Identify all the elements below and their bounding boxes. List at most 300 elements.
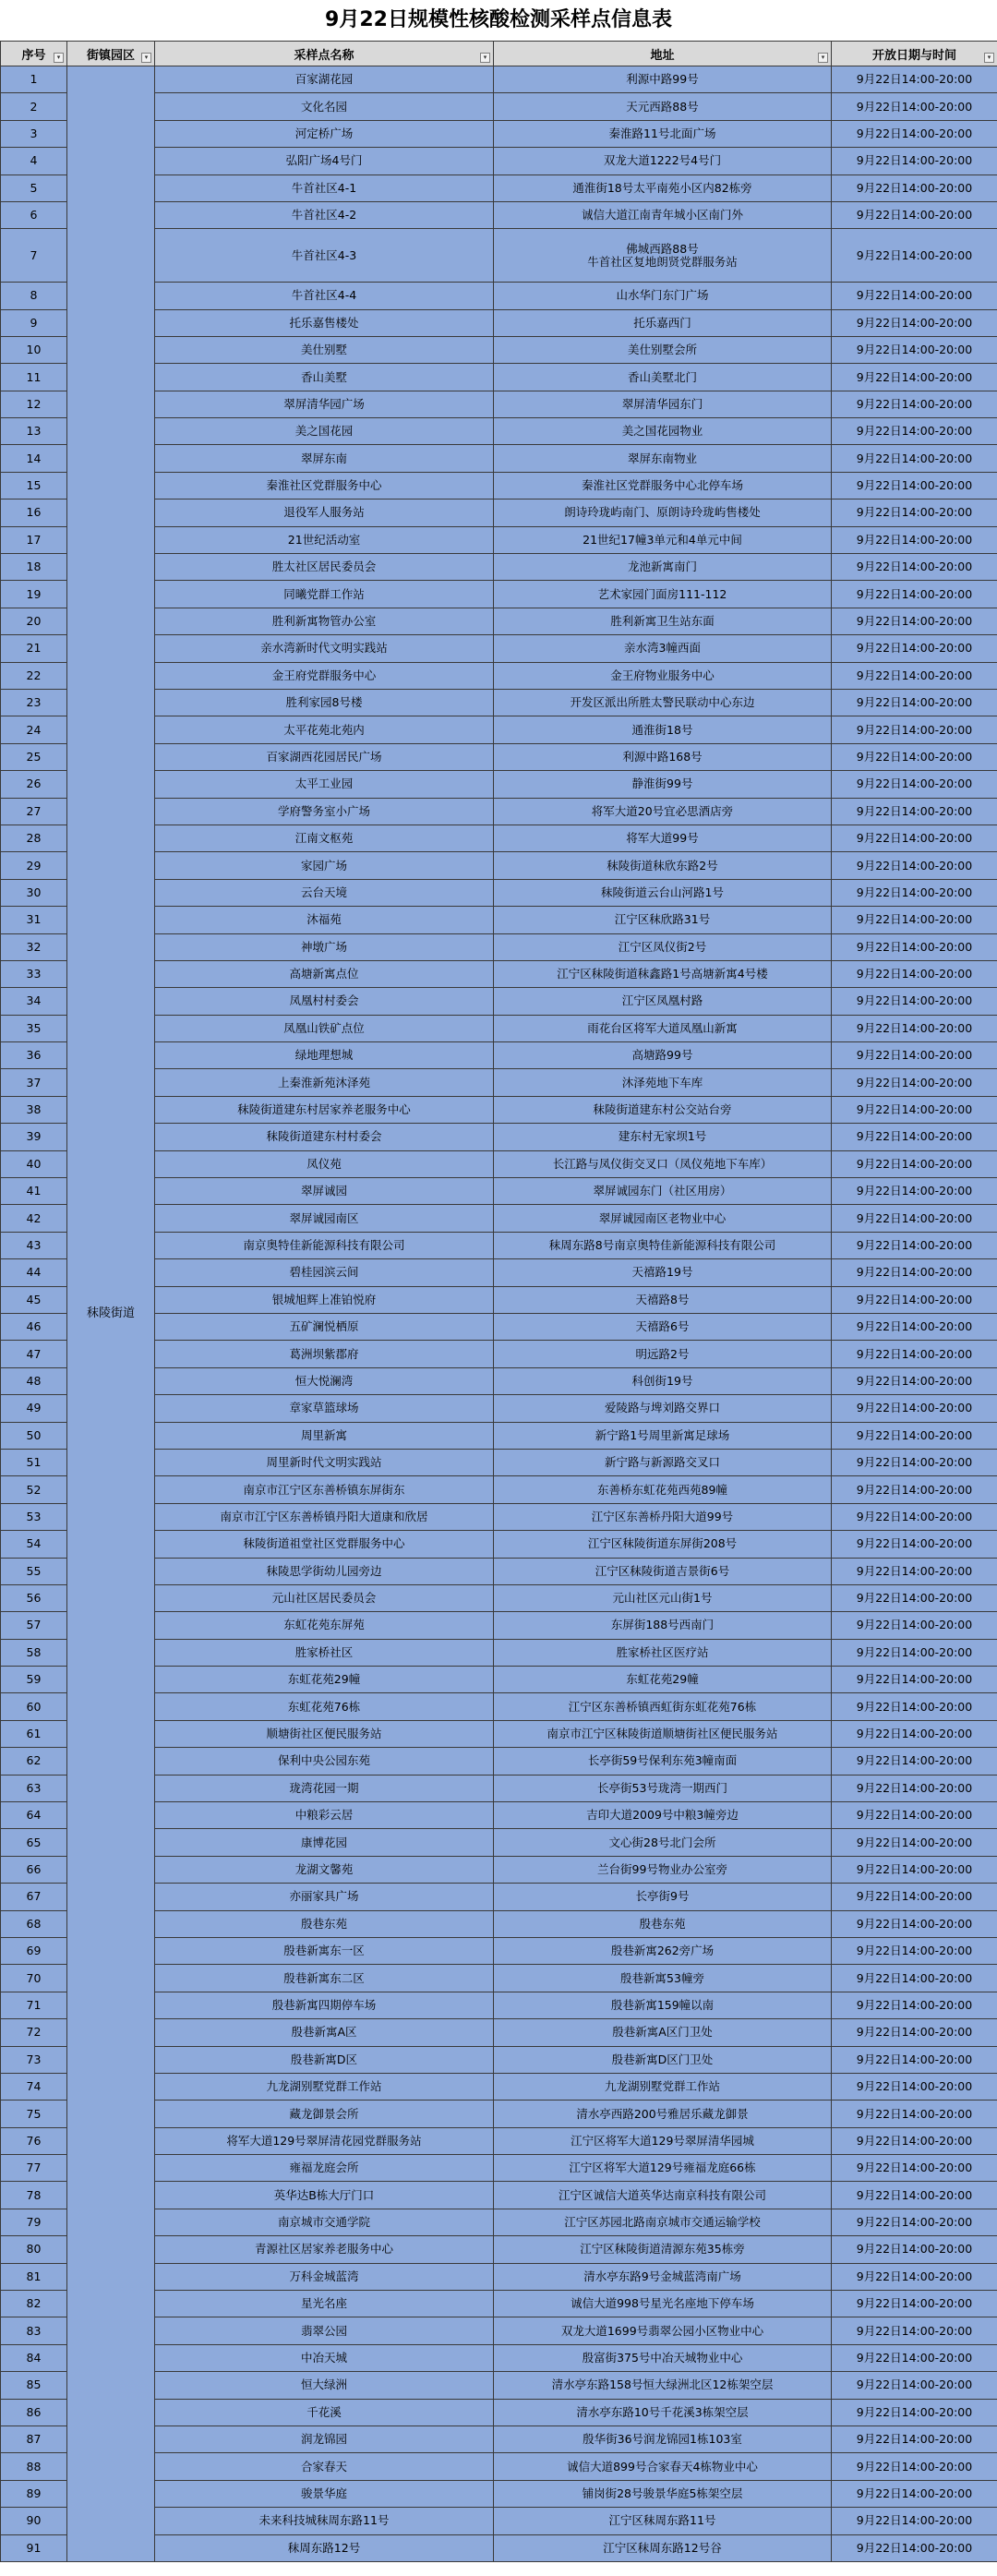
open-time-cell: 9月22日14:00-20:00: [832, 1232, 997, 1258]
address-line: 长亭街59号保利东苑3幢南面: [587, 1753, 738, 1768]
address-line: 诚信大道998号星光名座地下停车场: [571, 2296, 754, 2311]
address-line: 殷巷新寓D区门卫处: [611, 2052, 714, 2066]
address-line: 南京市江宁区秣陵街道顺塘街社区便民服务站: [547, 1727, 778, 1741]
address-cell: [494, 2127, 832, 2154]
site-name-cell: 中粮彩云居: [155, 1802, 494, 1829]
site-name-cell: 将军大道129号翠屏清花园党群服务站: [155, 2127, 494, 2154]
row-number-cell: 80: [1, 2236, 67, 2263]
address-line: 高塘路99号: [631, 1048, 693, 1063]
address-cell: [494, 148, 832, 175]
address-cell: [494, 1150, 832, 1177]
address-line: 秣陵街道秣欣东路2号: [607, 858, 718, 873]
site-name-cell: 东虹花苑76栋: [155, 1693, 494, 1720]
row-number-cell: 54: [1, 1531, 67, 1558]
site-name-cell: 英华达B栋大厅门口: [155, 2182, 494, 2209]
address-cell: [494, 662, 832, 689]
row-number-cell: 52: [1, 1476, 67, 1503]
address-cell: [494, 608, 832, 634]
address-line: 长亭街9号: [635, 1889, 690, 1904]
site-name-cell: 万科金城蓝湾: [155, 2263, 494, 2290]
site-name-cell: 亲水湾新时代文明实践站: [155, 635, 494, 662]
open-time-cell: 9月22日14:00-20:00: [832, 1667, 997, 1693]
row-number-cell: 60: [1, 1693, 67, 1720]
address-line: 胜利新寓卫生站东面: [610, 614, 715, 629]
open-time-cell: 9月22日14:00-20:00: [832, 1367, 997, 1394]
address-cell: [494, 1395, 832, 1422]
address-cell: [494, 336, 832, 363]
row-number-cell: 70: [1, 1965, 67, 1992]
address-line: 秣周东路8号南京奥特佳新能源科技有限公司: [548, 1238, 776, 1252]
address-line: 开发区派出所胜太警民联动中心东边: [570, 695, 755, 710]
open-time-cell: 9月22日14:00-20:00: [832, 2046, 997, 2073]
address-line: 科创街19号: [631, 1373, 693, 1388]
open-time-cell: 9月22日14:00-20:00: [832, 933, 997, 960]
address-line: 托乐嘉西门: [633, 315, 691, 330]
address-cell: [494, 1937, 832, 1964]
row-number-cell: 55: [1, 1558, 67, 1584]
row-number-cell: 65: [1, 1829, 67, 1856]
site-name-cell: 殷巷新寓A区: [155, 2019, 494, 2046]
address-cell: [494, 2453, 832, 2480]
site-name-cell: 翠屏清华园广场: [155, 391, 494, 417]
site-name-cell: 牛首社区4-4: [155, 283, 494, 309]
address-line: 东善桥东虹花苑西苑89幢: [597, 1482, 727, 1497]
row-number-cell: 48: [1, 1367, 67, 1394]
row-number-cell: 81: [1, 2263, 67, 2290]
address-cell: [494, 1775, 832, 1801]
address-line: 利源中路168号: [622, 749, 703, 764]
address-cell: [494, 229, 832, 283]
address-line: 长江路与凤仪街交叉口（凤仪苑地下车库）: [552, 1156, 773, 1171]
address-cell: [494, 526, 832, 553]
address-line: 明远路2号: [635, 1346, 690, 1361]
address-line: 江宁区秣陵街道清源东苑35栋旁: [580, 2242, 745, 2257]
open-time-cell: 9月22日14:00-20:00: [832, 1775, 997, 1801]
address-line: 建东村无家坝1号: [618, 1129, 707, 1144]
address-line: 秣陵街道建东村公交站台旁: [593, 1102, 732, 1117]
address-cell: [494, 1259, 832, 1286]
site-name-cell: 殷巷新寓D区: [155, 2046, 494, 2073]
site-name-cell: 南京市江宁区东善桥镇丹阳大道康和欣居: [155, 1503, 494, 1530]
open-time-cell: 9月22日14:00-20:00: [832, 229, 997, 283]
site-name-cell: 百家湖花园: [155, 66, 494, 93]
open-time-cell: 9月22日14:00-20:00: [832, 2101, 997, 2127]
open-time-cell: 9月22日14:00-20:00: [832, 2236, 997, 2263]
open-time-cell: 9月22日14:00-20:00: [832, 1693, 997, 1720]
filter-dropdown-icon[interactable]: ▾: [984, 53, 994, 63]
site-name-cell: 太平工业园: [155, 771, 494, 798]
address-cell: [494, 852, 832, 879]
open-time-cell: 9月22日14:00-20:00: [832, 2534, 997, 2561]
site-name-cell: 亦丽家具广场: [155, 1884, 494, 1910]
open-time-cell: 9月22日14:00-20:00: [832, 662, 997, 689]
row-number-cell: 56: [1, 1584, 67, 1611]
site-name-cell: 河定桥广场: [155, 120, 494, 147]
table-row: [1, 66, 997, 93]
address-line: 朗诗玲珑屿南门、原朗诗玲珑屿售楼处: [564, 505, 761, 520]
address-cell: [494, 743, 832, 770]
open-time-cell: 9月22日14:00-20:00: [832, 960, 997, 987]
address-line: 长亭街53号珑湾一期西门: [597, 1780, 727, 1795]
site-name-cell: 青源社区居家养老服务中心: [155, 2236, 494, 2263]
row-number-cell: 23: [1, 690, 67, 716]
row-number-cell: 1: [1, 66, 67, 93]
address-cell: [494, 960, 832, 987]
site-name-cell: 上秦淮新苑沐泽苑: [155, 1069, 494, 1096]
address-cell: [494, 66, 832, 93]
address-cell: [494, 2073, 832, 2100]
site-name-cell: 珑湾花园一期: [155, 1775, 494, 1801]
open-time-cell: 9月22日14:00-20:00: [832, 1313, 997, 1340]
site-name-cell: 牛首社区4-2: [155, 201, 494, 228]
address-line: 艺术家园门面房111-112: [597, 586, 727, 601]
open-time-cell: 9月22日14:00-20:00: [832, 879, 997, 906]
filter-dropdown-icon[interactable]: ▾: [480, 53, 490, 63]
row-number-cell: 67: [1, 1884, 67, 1910]
row-number-cell: 69: [1, 1937, 67, 1964]
site-name-cell: 胜太社区居民委员会: [155, 554, 494, 581]
open-time-cell: 9月22日14:00-20:00: [832, 445, 997, 472]
open-time-cell: 9月22日14:00-20:00: [832, 1584, 997, 1611]
address-line: 江宁区东善桥镇西虹街东虹花苑76栋: [568, 1699, 757, 1714]
row-number-cell: 6: [1, 201, 67, 228]
site-name-cell: 家园广场: [155, 852, 494, 879]
address-cell: [494, 716, 832, 743]
address-line: 天禧路8号: [635, 1292, 690, 1306]
address-line: 通淮街18号: [631, 722, 693, 737]
address-cell: [494, 1720, 832, 1747]
row-number-cell: 4: [1, 148, 67, 175]
site-name-cell: 学府警务室小广场: [155, 798, 494, 825]
site-name-cell: 未来科技城秣周东路11号: [155, 2508, 494, 2534]
site-name-cell: 合家春天: [155, 2453, 494, 2480]
address-cell: [494, 825, 832, 851]
address-cell: [494, 1422, 832, 1449]
address-line: 利源中路99号: [626, 72, 699, 87]
row-number-cell: 32: [1, 933, 67, 960]
address-cell: [494, 1531, 832, 1558]
address-cell: [494, 2508, 832, 2534]
open-time-cell: 9月22日14:00-20:00: [832, 148, 997, 175]
open-time-cell: 9月22日14:00-20:00: [832, 2019, 997, 2046]
address-line: 双龙大道1222号4号门: [603, 153, 722, 168]
address-cell: [494, 2372, 832, 2399]
address-cell: [494, 1124, 832, 1150]
address-line: 江宁区秣陵街道东屏街208号: [587, 1536, 738, 1551]
open-time-cell: 9月22日14:00-20:00: [832, 1910, 997, 1937]
address-line: 殷华街36号润龙锦园1栋103室: [583, 2432, 742, 2447]
address-cell: [494, 472, 832, 499]
row-number-cell: 89: [1, 2480, 67, 2507]
open-time-cell: 9月22日14:00-20:00: [832, 2508, 997, 2534]
address-cell: [494, 933, 832, 960]
row-number-cell: 40: [1, 1150, 67, 1177]
address-cell: [494, 418, 832, 445]
address-line: 天禧路6号: [635, 1319, 690, 1334]
row-number-cell: 86: [1, 2399, 67, 2426]
site-name-cell: 百家湖西花园居民广场: [155, 743, 494, 770]
address-cell: [494, 798, 832, 825]
row-number-cell: 22: [1, 662, 67, 689]
open-time-cell: 9月22日14:00-20:00: [832, 2155, 997, 2182]
address-cell: [494, 1802, 832, 1829]
open-time-cell: 9月22日14:00-20:00: [832, 364, 997, 391]
address-line: 元山社区元山街1号: [612, 1591, 713, 1606]
site-name-cell: 骏景华庭: [155, 2480, 494, 2507]
site-name-cell: 保利中央公园东苑: [155, 1748, 494, 1775]
open-time-cell: 9月22日14:00-20:00: [832, 1286, 997, 1313]
row-number-cell: 24: [1, 716, 67, 743]
address-line: 香山美墅北门: [627, 369, 697, 384]
row-number-cell: 87: [1, 2426, 67, 2453]
address-cell: [494, 309, 832, 336]
address-cell: [494, 1667, 832, 1693]
row-number-cell: 75: [1, 2101, 67, 2127]
open-time-cell: 9月22日14:00-20:00: [832, 1341, 997, 1367]
site-name-cell: 殷巷新寓东二区: [155, 1965, 494, 1992]
address-cell: [494, 2019, 832, 2046]
sampling-site-table: [0, 41, 997, 2562]
open-time-cell: 9月22日14:00-20:00: [832, 283, 997, 309]
address-line: 江宁区秣陵街道秣鑫路1号高塘新寓4号楼: [557, 967, 768, 981]
open-time-cell: 9月22日14:00-20:00: [832, 1856, 997, 1883]
site-name-cell: 凤凰村村委会: [155, 988, 494, 1015]
site-name-cell: 雍福龙庭会所: [155, 2155, 494, 2182]
address-cell: [494, 1558, 832, 1584]
address-cell: [494, 581, 832, 608]
row-number-cell: 11: [1, 364, 67, 391]
open-time-cell: 9月22日14:00-20:00: [832, 66, 997, 93]
open-time-cell: 9月22日14:00-20:00: [832, 988, 997, 1015]
address-line: 殷富街375号中冶天城物业中心: [582, 2351, 743, 2365]
site-name-cell: 牛首社区4-1: [155, 175, 494, 201]
address-line: 雨花台区将军大道凤凰山新寓: [587, 1020, 738, 1035]
site-name-cell: 顺塘街社区便民服务站: [155, 1720, 494, 1747]
open-time-cell: 9月22日14:00-20:00: [832, 2127, 997, 2154]
site-name-cell: 香山美墅: [155, 364, 494, 391]
row-number-cell: 8: [1, 283, 67, 309]
address-cell: [494, 1205, 832, 1232]
row-number-cell: 91: [1, 2534, 67, 2561]
row-number-cell: 20: [1, 608, 67, 634]
address-cell: [494, 1232, 832, 1258]
row-number-cell: 57: [1, 1612, 67, 1639]
address-line: 胜家桥社区医疗站: [616, 1644, 709, 1659]
address-cell: [494, 2101, 832, 2127]
address-line: 爱陵路与埤刘路交界口: [604, 1401, 720, 1415]
row-number-cell: 53: [1, 1503, 67, 1530]
site-name-cell: 藏龙御景会所: [155, 2101, 494, 2127]
open-time-cell: 9月22日14:00-20:00: [832, 93, 997, 120]
open-time-cell: 9月22日14:00-20:00: [832, 1096, 997, 1123]
row-number-cell: 77: [1, 2155, 67, 2182]
address-line: 殷巷新寓159幢以南: [610, 1997, 715, 2012]
row-number-cell: 42: [1, 1205, 67, 1232]
row-number-cell: 66: [1, 1856, 67, 1883]
address-cell: [494, 2182, 832, 2209]
open-time-cell: 9月22日14:00-20:00: [832, 852, 997, 879]
site-name-cell: 太平花苑北苑内: [155, 716, 494, 743]
row-number-cell: 27: [1, 798, 67, 825]
site-name-cell: 翠屏诚园: [155, 1178, 494, 1205]
site-name-cell: 中冶天城: [155, 2344, 494, 2371]
open-time-cell: 9月22日14:00-20:00: [832, 1395, 997, 1422]
site-name-cell: 胜利新寓物管办公室: [155, 608, 494, 634]
row-number-cell: 16: [1, 500, 67, 526]
address-line: 江宁区凤凰村路: [621, 993, 703, 1008]
address-line: 江宁区东善桥丹阳大道99号: [591, 1509, 734, 1523]
site-name-cell: 南京市江宁区东善桥镇东屏街东: [155, 1476, 494, 1503]
site-name-cell: 碧桂园滨云间: [155, 1259, 494, 1286]
address-line: 清水亭西路200号雅居乐藏龙御景: [576, 2106, 749, 2121]
open-time-cell: 9月22日14:00-20:00: [832, 1422, 997, 1449]
row-number-cell: 71: [1, 1992, 67, 2018]
site-name-cell: 云台天境: [155, 879, 494, 906]
open-time-cell: 9月22日14:00-20:00: [832, 1259, 997, 1286]
open-time-cell: 9月22日14:00-20:00: [832, 175, 997, 201]
address-cell: [494, 635, 832, 662]
address-cell: [494, 2426, 832, 2453]
open-time-cell: 9月22日14:00-20:00: [832, 500, 997, 526]
address-cell: [494, 1069, 832, 1096]
site-name-cell: 托乐嘉售楼处: [155, 309, 494, 336]
row-number-cell: 90: [1, 2508, 67, 2534]
row-number-cell: 79: [1, 2209, 67, 2235]
address-cell: [494, 1992, 832, 2018]
open-time-cell: 9月22日14:00-20:00: [832, 1069, 997, 1096]
address-line: 九龙湖别墅党群工作站: [604, 2079, 720, 2094]
open-time-cell: 9月22日14:00-20:00: [832, 2426, 997, 2453]
address-line: 文心街28号北门会所: [608, 1835, 716, 1849]
address-line: 东屏街188号西南门: [610, 1618, 715, 1632]
site-name-cell: 翠屏诚园南区: [155, 1205, 494, 1232]
row-number-cell: 63: [1, 1775, 67, 1801]
address-cell: [494, 1856, 832, 1883]
site-name-cell: 五矿澜悦栖原: [155, 1313, 494, 1340]
open-time-cell: 9月22日14:00-20:00: [832, 201, 997, 228]
address-line: 21世纪17幢3单元和4单元中间: [583, 532, 742, 547]
address-line: 美之国花园物业: [621, 424, 703, 439]
row-number-cell: 84: [1, 2344, 67, 2371]
address-line: 天禧路19号: [631, 1265, 693, 1280]
row-number-cell: 74: [1, 2073, 67, 2100]
row-number-cell: 62: [1, 1748, 67, 1775]
address-cell: [494, 1341, 832, 1367]
open-time-cell: 9月22日14:00-20:00: [832, 716, 997, 743]
address-cell: [494, 201, 832, 228]
site-name-cell: 秣周东路12号: [155, 2534, 494, 2561]
row-number-cell: 50: [1, 1422, 67, 1449]
site-name-cell: 恒大悦澜湾: [155, 1367, 494, 1394]
open-time-cell: 9月22日14:00-20:00: [832, 1205, 997, 1232]
address-line: 江宁区凤仪街2号: [618, 939, 707, 954]
open-time-cell: 9月22日14:00-20:00: [832, 771, 997, 798]
open-time-cell: 9月22日14:00-20:00: [832, 391, 997, 417]
site-name-cell: 同曦党群工作站: [155, 581, 494, 608]
address-cell: [494, 2344, 832, 2371]
address-line: 沐泽苑地下车库: [621, 1075, 703, 1089]
address-cell: [494, 907, 832, 933]
row-number-cell: 88: [1, 2453, 67, 2480]
site-name-cell: 周里新寓: [155, 1422, 494, 1449]
row-number-cell: 59: [1, 1667, 67, 1693]
header-district: 街镇园区 ▾: [67, 42, 155, 66]
address-line: 江宁区秣周东路11号: [608, 2513, 716, 2528]
address-cell: [494, 988, 832, 1015]
site-name-cell: 殷巷东苑: [155, 1910, 494, 1937]
address-line: 诚信大道899号合家春天4栋物业中心: [567, 2459, 758, 2474]
row-number-cell: 21: [1, 635, 67, 662]
open-time-cell: 9月22日14:00-20:00: [832, 2372, 997, 2399]
address-line: 江宁区苏园北路南京城市交通运输学校: [564, 2215, 761, 2230]
address-line: 新宁路与新源路交叉口: [604, 1455, 720, 1470]
site-name-cell: 美仕别墅: [155, 336, 494, 363]
filter-dropdown-icon[interactable]: ▾: [54, 53, 64, 63]
address-cell: [494, 1178, 832, 1205]
open-time-cell: 9月22日14:00-20:00: [832, 635, 997, 662]
site-name-cell: 银城旭辉上准铂悦府: [155, 1286, 494, 1313]
address-cell: [494, 1612, 832, 1639]
row-number-cell: 82: [1, 2291, 67, 2317]
row-number-cell: 26: [1, 771, 67, 798]
row-number-cell: 47: [1, 1341, 67, 1367]
address-line: 铺岗街28号骏景华庭5栋架空层: [582, 2486, 743, 2500]
site-name-cell: 21世纪活动室: [155, 526, 494, 553]
filter-dropdown-icon[interactable]: ▾: [141, 53, 151, 63]
open-time-cell: 9月22日14:00-20:00: [832, 1558, 997, 1584]
page-title: 9月22日规模性核酸检测采样点信息表: [325, 8, 672, 31]
open-time-cell: 9月22日14:00-20:00: [832, 825, 997, 851]
row-number-cell: 73: [1, 2046, 67, 2073]
open-time-cell: 9月22日14:00-20:00: [832, 2453, 997, 2480]
open-time-cell: 9月22日14:00-20:00: [832, 2317, 997, 2344]
address-line: 清水亭东路10号千花溪3栋架空层: [576, 2404, 749, 2419]
filter-dropdown-icon[interactable]: ▾: [818, 53, 828, 63]
open-time-cell: 9月22日14:00-20:00: [832, 581, 997, 608]
open-time-cell: 9月22日14:00-20:00: [832, 418, 997, 445]
open-time-cell: 9月22日14:00-20:00: [832, 2344, 997, 2371]
site-name-cell: 胜利家园8号楼: [155, 690, 494, 716]
open-time-cell: 9月22日14:00-20:00: [832, 336, 997, 363]
row-number-cell: 13: [1, 418, 67, 445]
header-no: 序号 ▾: [1, 42, 67, 66]
address-line: 秦淮社区党群服务中心北停车场: [581, 478, 743, 493]
row-number-cell: 12: [1, 391, 67, 417]
open-time-cell: 9月22日14:00-20:00: [832, 2291, 997, 2317]
header-time: 开放日期与时间 ▾: [832, 42, 997, 66]
address-cell: [494, 93, 832, 120]
address-cell: [494, 1313, 832, 1340]
address-line: 清水亭东路9号金城蓝湾南广场: [583, 2269, 741, 2283]
open-time-cell: 9月22日14:00-20:00: [832, 1802, 997, 1829]
address-line: 诚信大道江南青年城小区南门外: [581, 208, 743, 223]
row-number-cell: 58: [1, 1639, 67, 1666]
address-cell: [494, 1829, 832, 1856]
row-number-cell: 43: [1, 1232, 67, 1258]
address-cell: [494, 1367, 832, 1394]
open-time-cell: 9月22日14:00-20:00: [832, 2209, 997, 2235]
open-time-cell: 9月22日14:00-20:00: [832, 1829, 997, 1856]
open-time-cell: 9月22日14:00-20:00: [832, 743, 997, 770]
row-number-cell: 2: [1, 93, 67, 120]
address-line: 静淮街99号: [631, 776, 693, 791]
site-name-cell: 星光名座: [155, 2291, 494, 2317]
address-line: 将军大道20号宜必思酒店旁: [591, 803, 734, 818]
address-line: 新宁路1号周里新寓足球场: [595, 1427, 730, 1442]
row-number-cell: 72: [1, 2019, 67, 2046]
site-name-cell: 元山社区居民委员会: [155, 1584, 494, 1611]
open-time-cell: 9月22日14:00-20:00: [832, 1965, 997, 1992]
